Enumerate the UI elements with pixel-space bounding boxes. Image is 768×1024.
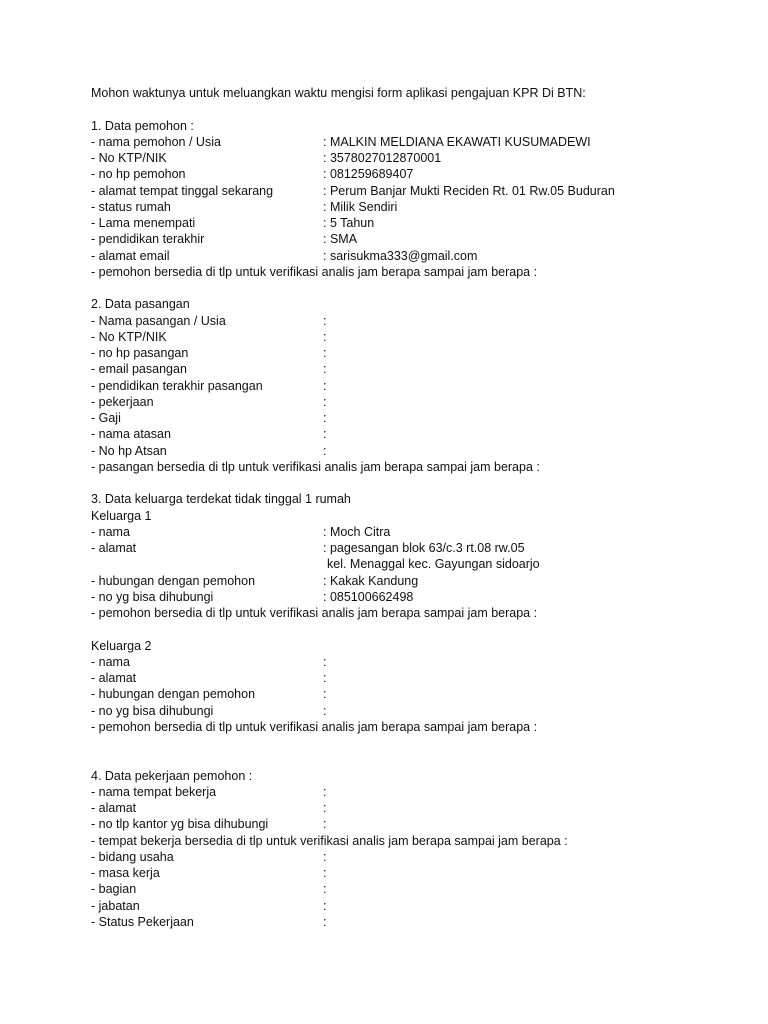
field-row <box>91 524 731 540</box>
field-label: - nama <box>91 524 130 539</box>
field-label: - jabatan <box>91 898 140 913</box>
field-value: : <box>323 866 327 880</box>
field-label: - nama tempat bekerja <box>91 784 217 799</box>
availability-note: - pasangan bersedia di tlp untuk verifikasi analis jam berapa sampai jam berapa : <box>91 459 540 474</box>
field-label: - alamat <box>91 671 137 685</box>
form-document <box>91 85 731 930</box>
field-value: : 3578027012870001 <box>323 151 442 165</box>
field-row <box>91 183 731 199</box>
field-row <box>91 248 731 264</box>
field-label: - email pasangan <box>91 362 187 377</box>
field-value: : SMA <box>323 232 358 247</box>
section-title-data-pekerjaan: 4. Data pekerjaan pemohon : <box>91 768 253 783</box>
field-label: - hubungan dengan pemohon <box>91 573 256 588</box>
field-value: : <box>323 703 327 718</box>
field-row <box>91 670 731 686</box>
field-value: : <box>323 378 327 393</box>
field-row <box>91 166 731 182</box>
field-label: - Status Pekerjaan <box>91 914 194 929</box>
field-row <box>91 573 731 589</box>
field-label: - pendidikan terakhir <box>91 232 205 247</box>
field-row <box>91 865 731 881</box>
field-value: : <box>323 329 327 344</box>
field-label: - pekerjaan <box>91 394 154 409</box>
field-value: : Kakak Kandung <box>323 573 419 588</box>
field-label: - no hp pasangan <box>91 346 189 360</box>
subsection-title-keluarga-1: Keluarga 1 <box>91 508 152 523</box>
field-value: : <box>323 394 327 409</box>
field-value: : <box>323 427 327 442</box>
field-row <box>91 540 731 556</box>
field-value: : <box>323 362 327 377</box>
field-row <box>91 361 731 377</box>
field-value: : 5 Tahun <box>323 216 375 230</box>
field-value: : <box>323 817 327 832</box>
field-label: - hubungan dengan pemohon <box>91 687 256 702</box>
field-row <box>91 589 731 605</box>
field-label: - Nama pasangan / Usia <box>91 313 226 328</box>
field-value: : <box>323 898 327 913</box>
field-label: - status rumah <box>91 199 171 214</box>
field-label: - nama <box>91 654 130 669</box>
field-row <box>91 898 731 914</box>
field-label: - pendidikan terakhir pasangan <box>91 378 263 393</box>
field-row <box>91 134 731 150</box>
field-value: : <box>323 687 327 702</box>
field-row <box>91 426 731 442</box>
field-label: - alamat <box>91 541 137 555</box>
section-title-data-pemohon: 1. Data pemohon : <box>91 118 194 133</box>
field-label: - alamat <box>91 801 137 815</box>
field-label: - alamat email <box>91 248 170 263</box>
field-value: : Moch Citra <box>323 524 391 539</box>
field-label: - nama atasan <box>91 427 171 442</box>
field-label: - bagian <box>91 882 137 897</box>
field-value: : <box>323 346 327 360</box>
field-label: - No hp Atsan <box>91 443 167 458</box>
field-value: : 081259689407 <box>323 167 414 182</box>
field-row <box>91 199 731 215</box>
field-value: : <box>323 849 327 864</box>
field-label: - no tlp kantor yg bisa dihubungi <box>91 817 269 832</box>
field-value: : <box>323 671 327 685</box>
field-value-continuation: kel. Menaggal kec. Gayungan sidoarjo <box>327 557 540 572</box>
field-row <box>91 394 731 410</box>
section-title-data-keluarga: 3. Data keluarga terdekat tidak tinggal 1 rumah <box>91 492 351 507</box>
availability-note: - tempat bekerja bersedia di tlp untuk verifikasi analis jam berapa sampai jam berapa : <box>91 833 568 848</box>
availability-note: - pemohon bersedia di tlp untuk verifikasi analis jam berapa sampai jam berapa : <box>91 264 538 279</box>
field-row <box>91 800 731 816</box>
field-row <box>91 443 731 459</box>
field-value: : <box>323 313 327 328</box>
field-row <box>91 313 731 329</box>
field-row <box>91 686 731 702</box>
field-label: - no yg bisa dihubungi <box>91 589 214 604</box>
field-row <box>91 703 731 719</box>
field-label: - No KTP/NIK <box>91 151 167 165</box>
field-label: - alamat tempat tinggal sekarang <box>91 183 274 198</box>
field-row <box>91 231 731 247</box>
field-row <box>91 784 731 800</box>
field-value: : 085100662498 <box>323 589 414 604</box>
field-value: : <box>323 914 327 929</box>
field-row <box>91 881 731 897</box>
field-label: - no yg bisa dihubungi <box>91 703 214 718</box>
field-value: : <box>323 654 327 669</box>
field-value: : <box>323 443 327 458</box>
subsection-title-keluarga-2: Keluarga 2 <box>91 638 152 653</box>
intro-text: Mohon waktunya untuk meluangkan waktu mengisi form aplikasi pengajuan KPR Di BTN: <box>91 86 586 100</box>
field-row <box>91 150 731 166</box>
field-row <box>91 410 731 426</box>
field-value: : <box>323 411 327 425</box>
field-label: - no hp pemohon <box>91 167 186 182</box>
field-value: : sarisukma333@gmail.com <box>323 248 478 263</box>
availability-note: - pemohon bersedia di tlp untuk verifikasi analis jam berapa sampai jam berapa : <box>91 719 538 734</box>
field-label: - No KTP/NIK <box>91 329 167 344</box>
field-label: - nama pemohon / Usia <box>91 134 221 149</box>
field-label: - masa kerja <box>91 866 160 880</box>
field-row <box>91 215 731 231</box>
field-row <box>91 849 731 865</box>
field-row <box>91 378 731 394</box>
field-value: : Perum Banjar Mukti Reciden Rt. 01 Rw.05 Buduran <box>323 183 615 198</box>
section-title-data-pasangan: 2. Data pasangan <box>91 297 190 312</box>
field-value: : <box>323 882 327 897</box>
field-value: : Milik Sendiri <box>323 199 398 214</box>
field-value: : <box>323 801 327 815</box>
field-row <box>91 345 731 361</box>
field-value: : <box>323 784 327 799</box>
field-row <box>91 816 731 832</box>
field-row <box>91 329 731 345</box>
field-value: : pagesangan blok 63/c.3 rt.08 rw.05 <box>323 541 525 555</box>
field-label: - Lama menempati <box>91 216 196 230</box>
field-label: - Gaji <box>91 411 121 425</box>
field-row <box>91 914 731 930</box>
field-row <box>91 654 731 670</box>
field-label: - bidang usaha <box>91 849 174 864</box>
field-value: : MALKIN MELDIANA EKAWATI KUSUMADEWI <box>323 134 591 149</box>
availability-note: - pemohon bersedia di tlp untuk verifikasi analis jam berapa sampai jam berapa : <box>91 606 538 620</box>
